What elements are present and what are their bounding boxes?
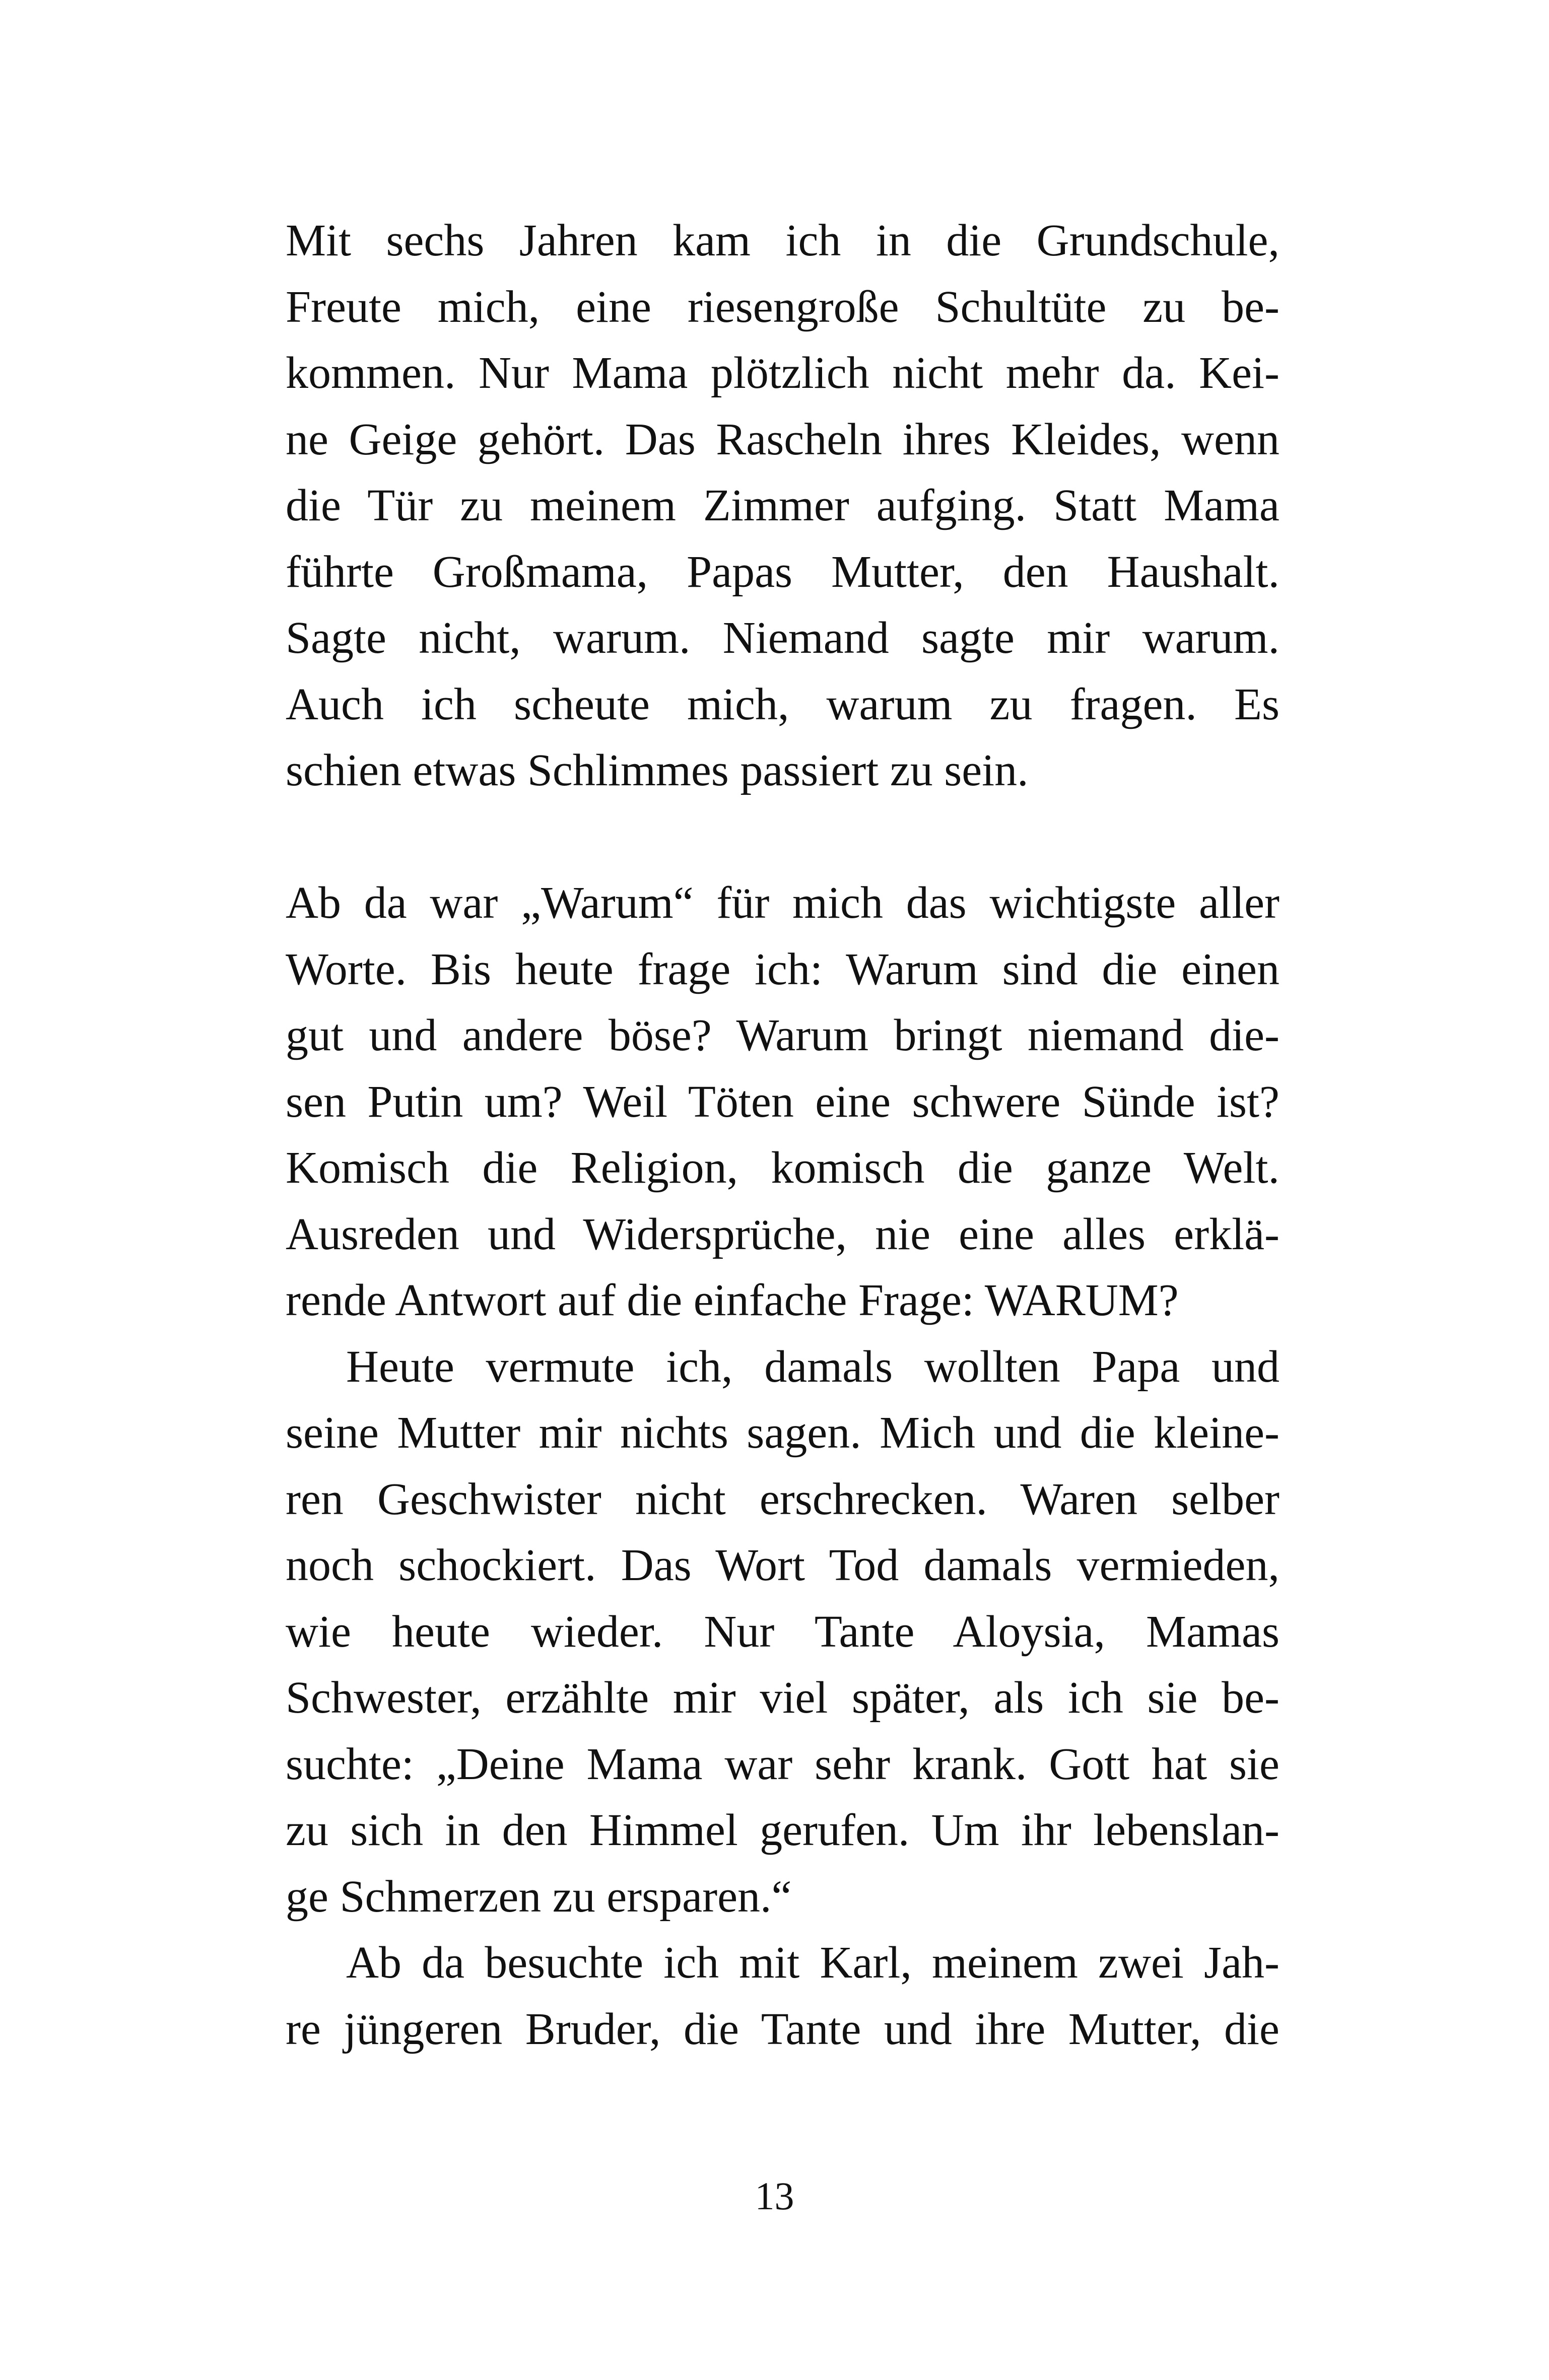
text-line: schien etwas Schlimmes passiert zu sein. [286, 745, 1029, 795]
paragraph-4 [286, 1930, 1279, 2062]
text-line: Komisch die Religion, komisch die ganze Welt. [286, 1143, 1279, 1193]
text-line: Schwester, erzählte mir viel später, als ich sie be- [286, 1673, 1279, 1723]
paragraph-spacer [286, 804, 1279, 870]
text-line: noch schockiert. Das Wort Tod damals vermieden, [286, 1540, 1279, 1590]
text-line: ne Geige gehört. Das Rascheln ihres Kleides, wenn [286, 414, 1279, 464]
text-line: zu sich in den Himmel gerufen. Um ihr lebenslan- [286, 1805, 1279, 1855]
body-text [286, 208, 1279, 2062]
text-line: die Tür zu meinem Zimmer aufging. Statt Mama [286, 481, 1279, 530]
text-line: kommen. Nur Mama plötzlich nicht mehr da. Kei- [286, 348, 1279, 398]
text-line: re jüngeren Bruder, die Tante und ihre Mutter, die [286, 2004, 1279, 2054]
text-line: Freute mich, eine riesengroße Schultüte zu be- [286, 282, 1279, 332]
text-line: suchte: „Deine Mama war sehr krank. Gott hat sie [286, 1739, 1279, 1789]
text-line: Ausreden und Widersprüche, nie eine alles erklä- [286, 1209, 1279, 1259]
text-line: gut und andere böse? Warum bringt niemand die- [286, 1010, 1279, 1060]
text-line: Ab da war „Warum“ für mich das wichtigste aller [286, 878, 1279, 928]
page-number: 13 [755, 2174, 794, 2218]
text-line: seine Mutter mir nichts sagen. Mich und die kleine- [286, 1408, 1279, 1458]
paragraph-2 [286, 870, 1279, 1334]
text-line: Worte. Bis heute frage ich: Warum sind die einen [286, 944, 1279, 994]
text-line: ge Schmerzen zu ersparen.“ [286, 1871, 792, 1922]
text-line: Ab da besuchte ich mit Karl, meinem zwei Jah- [346, 1938, 1279, 1988]
text-line: ren Geschwister nicht erschrecken. Waren selber [286, 1474, 1279, 1524]
text-line: Heute vermute ich, damals wollten Papa und [346, 1341, 1279, 1392]
text-line: wie heute wieder. Nur Tante Aloysia, Mamas [286, 1606, 1279, 1657]
paragraph-3 [286, 1334, 1279, 1930]
text-line: Sagte nicht, warum. Niemand sagte mir warum. [286, 613, 1279, 663]
text-line: sen Putin um? Weil Töten eine schwere Sünde ist? [286, 1076, 1279, 1127]
text-line: Mit sechs Jahren kam ich in die Grundschule, [286, 216, 1279, 265]
paragraph-1 [286, 208, 1279, 804]
text-line: rende Antwort auf die einfache Frage: WARUM? [286, 1275, 1179, 1325]
text-line: führte Großmama, Papas Mutter, den Haushalt. [286, 547, 1279, 597]
text-line: Auch ich scheute mich, warum zu fragen. Es [286, 679, 1279, 729]
